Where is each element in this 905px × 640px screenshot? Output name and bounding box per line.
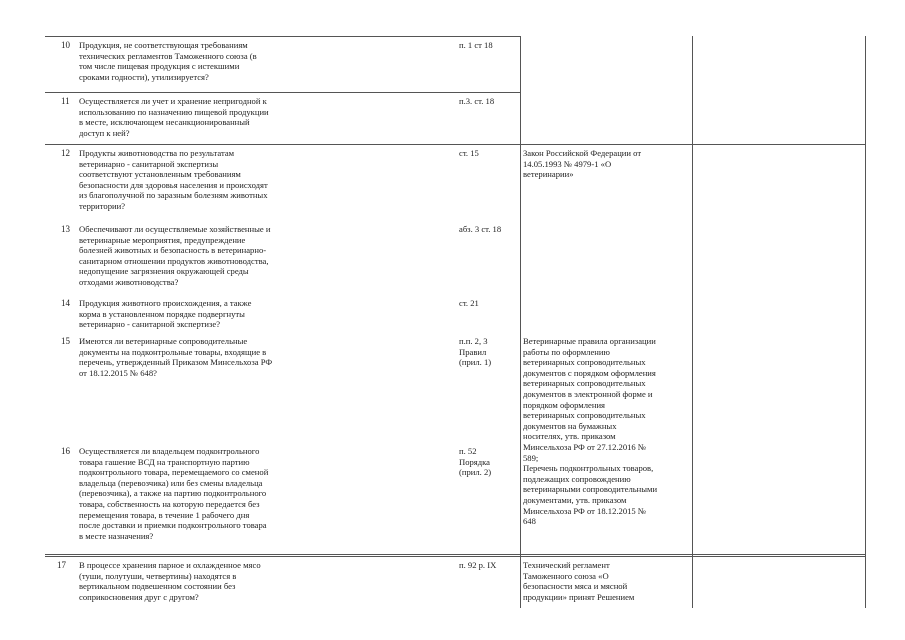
row-number: 17: [57, 560, 66, 570]
rule-row17-inner: [45, 556, 865, 557]
row-number: 16: [61, 446, 70, 456]
row-question: Имеются ли ветеринарные сопроводительные документы на подконтрольные товары, входящие в перечень, утвержденный Приказом Минсельхоза РФ от 18.12.2015 № 648?: [79, 336, 273, 378]
row-reference: п. 52 Порядка (прил. 2): [459, 446, 492, 478]
row-question: Продукты животноводства по результатам ветеринарно - санитарной экспертизы соответствуют установленным требованиям безопасности для здоровья населения и происходят из благополучной по заразным болезням животных территории?: [79, 148, 268, 211]
row-reference: ст. 15: [459, 148, 479, 158]
row-question: Продукция, не соответствующая требованиям технических регламентов Таможенного союза (в том числе пищевая продукция с истекшими сроками годности), утилизируется?: [79, 40, 257, 82]
row-number: 14: [61, 298, 70, 308]
col-sep-3: [692, 36, 693, 608]
row-reference: п.3. ст. 18: [459, 96, 495, 106]
col-sep-4: [865, 36, 866, 608]
row-reference: п. 1 ст 18: [459, 40, 493, 50]
rule-row17-top: [45, 554, 865, 555]
row-reference: ст. 21: [459, 298, 479, 308]
row-question: В процессе хранения парное и охлажденное мясо (туши, полутуши, четвертины) находятся в вертикальном подвешенном состоянии без соприкосновения друг с другом?: [79, 560, 261, 602]
rule-top-left: [45, 36, 520, 37]
row-question: Продукция животного происхождения, а также корма в установленном порядке подвергнуты ветеринарно - санитарной экспертизе?: [79, 298, 252, 330]
row-reference: п.п. 2, 3 Правил (прил. 1): [459, 336, 492, 368]
row-legal-basis: Закон Российской Федерации от 14.05.1993 № 4979-1 «О ветеринарии»: [523, 148, 642, 180]
row-question: Обеспечивают ли осуществляемые хозяйственные и ветеринарные мероприятия, предупреждение болезней животных и безопасность в ветеринарно- санитарном отношении продуктов животноводства, недопущение загрязнения окружающей среды отходами животноводства?: [79, 224, 271, 287]
rule-row11: [45, 92, 520, 93]
row-reference: п. 92 р. IX: [459, 560, 497, 570]
row-question: Осуществляется ли владельцем подконтрольного товара гашение ВСД на транспортную партию подконтрольного товара, перемещаемого со сменой владельца (перевозчика) или без смены владельца (перевозчика), а также на партию подконтрольного товара, собственность на которую передается без перемещения товара, в течение 1 рабочего дня после доставки и приемки подконтрольного товара в месте назначения?: [79, 446, 269, 541]
row-legal-basis: Ветеринарные правила организации работы по оформлению ветеринарных сопроводительных документов с порядком оформления ветеринарных сопроводительных документов в электронной форме и порядком оформления ветеринарных сопроводительных документов на бумажных носителях, утв. приказом Минсельхоза РФ от 27.12.2016 № 589; Перечень подконтрольных товаров, подлежащих сопровождению ветеринарными сопроводительными документами, утв. приказом Минсельхоза РФ от 18.12.2015 № 648: [523, 336, 658, 527]
row-number: 12: [61, 148, 70, 158]
row-number: 11: [61, 96, 70, 106]
row-reference: абз. 3 ст. 18: [459, 224, 502, 234]
rule-row12: [45, 144, 865, 145]
row-number: 15: [61, 336, 70, 346]
row-number: 10: [61, 40, 70, 50]
row-question: Осуществляется ли учет и хранение непригодной к использованию по назначению пищевой продукции в месте, исключающем несанкционированный доступ к ней?: [79, 96, 269, 138]
row-number: 13: [61, 224, 70, 234]
col-sep-2: [520, 36, 521, 608]
row-legal-basis: Технический регламент Таможенного союза «О безопасности мяса и мясной продукции» принят Решением: [523, 560, 635, 602]
